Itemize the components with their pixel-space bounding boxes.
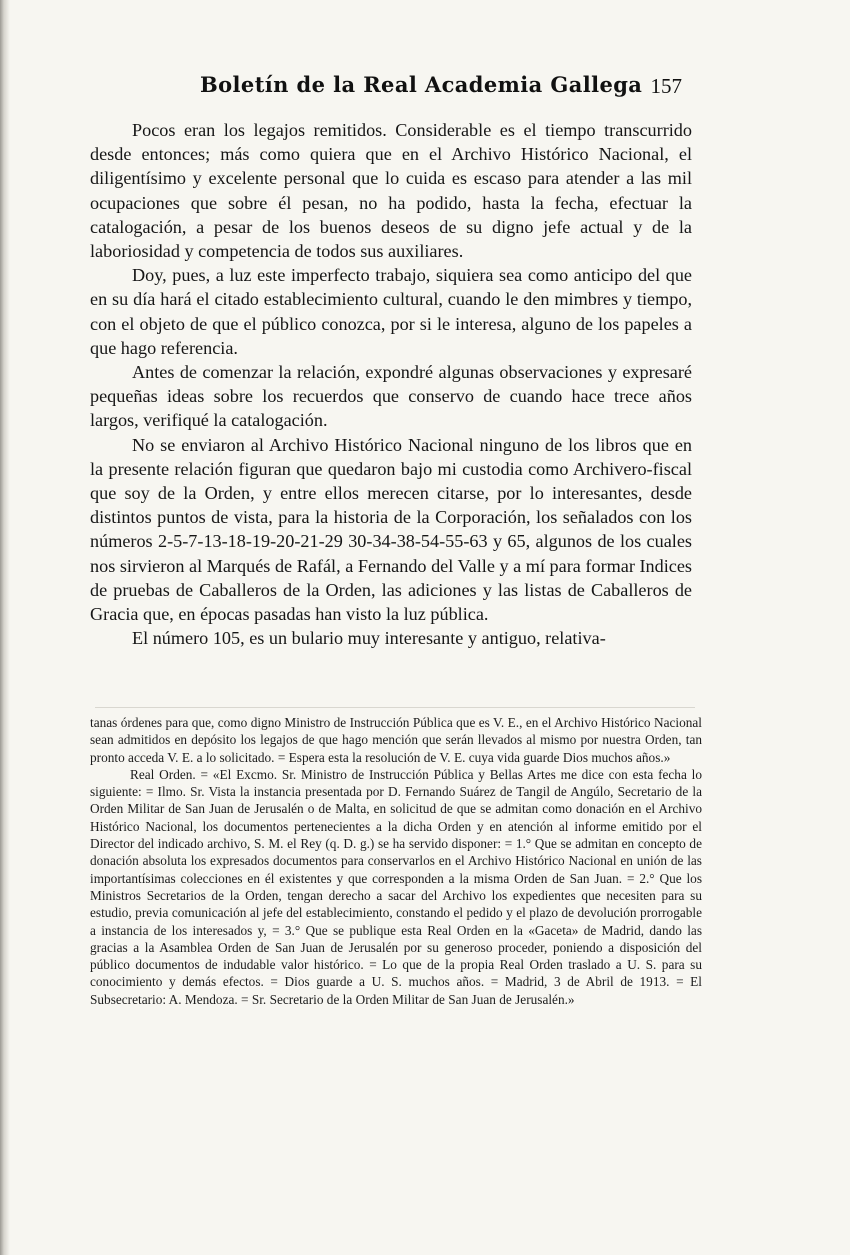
page-header (200, 72, 690, 102)
page-number: 157 (650, 74, 682, 98)
paragraph: No se enviaron al Archivo Histórico Nacional ninguno de los libros que en la presente relación figuran que quedaron bajo mi custodia como Archivero-fiscal que soy de la Orden, y entre ellos merecen citarse, por lo interesantes, desde distintos puntos de vista, para la historia de la Corporación, los señalados con los números 2-5-7-13-18-19-20-21-29 30-34-38-54-55-63 y 65, algunos de los cuales nos sirvieron al Marqués de Rafál, a Fernando del Valle y a mí para formar Indices de pruebas de Caballeros de la Orden, las adiciones y las listas de Caballeros de Gracia que, en épocas pasadas han visto la luz pública. (90, 434, 692, 625)
paragraph: Antes de comenzar la relación, expondré algunas observaciones y expresaré pequeñas ideas sobre los recuerdos que conservo de cuando hace trece años largos, verifiqué la catalogación. (90, 362, 692, 431)
footnote-divider (95, 707, 695, 708)
paragraph: Doy, pues, a luz este imperfecto trabajo, siquiera sea como anticipo del que en su día hará el citado establecimiento cultural, cuando le den mimbres y tiempo, con el objeto de que el público conozca, por si le interesa, alguno de los papeles a que hago referencia. (90, 265, 692, 358)
body-text (90, 118, 692, 650)
paragraph: El número 105, es un bulario muy interesante y antiguo, relativa- (132, 628, 606, 649)
footnote-real-orden: Real Orden. = «El Excmo. Sr. Ministro de Instrucción Pública y Bellas Artes me dice con esta fecha lo siguiente: = Ilmo. Sr. Vista la instancia presentada por D. Fernando Suárez de Tangil de Angúlo, Secretario de la Orden Militar de San Juan de Jerusalén o de Malta, en solicitud de que se admitan como donación en el Archivo Histórico Nacional, los documentos pertenecientes a la dicha Orden y en atención al informe emitido por el Director del indicado archivo, S. M. el Rey (q. D. g.) se ha servido disponer: = 1.° Que se admitan en concepto de donación absoluta los expresados documentos para conservarlos en el Archivo Histórico Nacional en unión de las importantísimas colecciones en él existentes y que corresponden a la misma Orden de San Juan. = 2.° Que los Ministros Secretarios de la Orden, tengan derecho a sacar del Archivo los expedientes que necesiten para su estudio, previa comunicación al jefe del establecimiento, constando el pedido y el plazo de devolución prorrogable a instancia de los interesados y, = 3.° Que se publique esta Real Orden en la «Gaceta» de Madrid, dando las gracias a la Asamblea Orden de San Juan de Jerusalén por su generoso proceder, poniendo a disposición del público documentos de indudable valor histórico. = Lo que de la propia Real Orden traslado a U. S. para su conocimiento y demás efectos. = Dios guarde a U. S. muchos años. = Madrid, 3 de Abril de 1913. = El Subsecretario: A. Mendoza. = Sr. Secretario de la Orden Militar de San Juan de Jerusalén.» (90, 766, 702, 1007)
binding-edge (0, 0, 10, 1255)
footnote-continuation: tanas órdenes para que, como digno Ministro de Instrucción Pública que es V. E., en el Archivo Histórico Nacional sean admitidos en depósito los legajos de que hago mención que serán llevados al mismo por nuestra Orden, tan pronto acceda V. E. a lo solicitado. = Espera esta la resolución de V. E. cuya vida guarde Dios muchos años.» (90, 715, 702, 765)
footnotes (90, 714, 702, 1008)
paragraph: Pocos eran los legajos remitidos. Considerable es el tiempo transcurrido desde entonces; más como quiera que en el Archivo Histórico Nacional, el diligentísimo y excelente personal que lo cuida es escaso para atender a las mil ocupaciones que sobre él pesan, no ha podido, hasta la fecha, efectuar la catalogación, a pesar de los buenos deseos de su digno jefe actual y de la laboriosidad y competencia de todos sus auxiliares. (90, 120, 692, 262)
running-title: Boletín de la Real Academia Gallega (200, 72, 643, 97)
